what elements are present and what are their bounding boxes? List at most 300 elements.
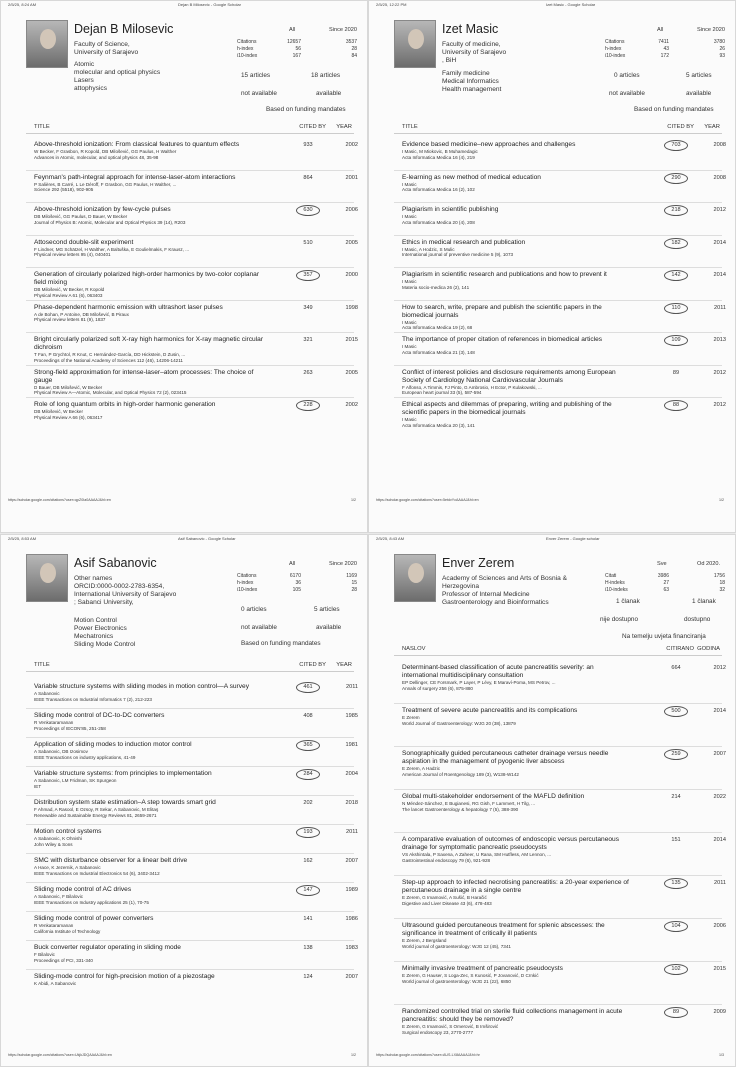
- article-venue: Proceedings of IECON'85, 251-258: [34, 725, 106, 731]
- article-title-link[interactable]: biomedical journals: [402, 311, 459, 319]
- print-title: Enver Zerem - Google scholar: [546, 536, 600, 541]
- interest-link[interactable]: molecular and optical physics: [74, 69, 161, 76]
- row-divider: [394, 332, 722, 333]
- print-page-number: 1/2: [351, 498, 356, 502]
- article-title-link[interactable]: Sliding mode control of DC-to-DC converters: [34, 712, 165, 719]
- row-divider: [26, 235, 354, 236]
- article-title-link[interactable]: Distribution system state estimation–A step towards smart grid: [34, 799, 216, 806]
- research-interests: [442, 70, 592, 94]
- interest-link[interactable]: Motion Control: [74, 617, 117, 624]
- mandate-articles-a[interactable]: 1 članak: [616, 598, 640, 605]
- interest-link[interactable]: attophysics: [74, 85, 107, 92]
- article-venue: California Institute of Technology: [34, 928, 101, 934]
- print-header: [376, 536, 728, 544]
- article-row: [402, 793, 726, 813]
- cited-by-count[interactable]: 664: [671, 665, 681, 671]
- stat-since: 1756: [713, 573, 725, 579]
- article-authors: W Becker, F Grasbon, R Kopold, DB Milošević, GG Paulus, H Walther: [34, 149, 177, 154]
- article-venue: Proceedings of the National Academy of Sciences 112 (46), 14206-14211: [34, 357, 183, 363]
- article-authors: I Masic: [402, 279, 417, 284]
- article-venue: Annals of surgery 256 (6), 875-880: [402, 685, 473, 691]
- stat-all: 63: [663, 587, 669, 593]
- cited-by-count[interactable]: 202: [303, 800, 313, 806]
- stats-col-since: Since 2020: [697, 27, 725, 33]
- affiliation-line[interactable]: Herzegovina: [442, 583, 480, 590]
- row-divider: [26, 824, 354, 825]
- cited-by-count[interactable]: 104: [664, 921, 688, 932]
- print-footer: [376, 1053, 728, 1061]
- article-authors: E Zerem, G Imamović, A Sušić, B Haračić: [402, 895, 487, 900]
- article-row: [34, 303, 358, 324]
- mandate-articles-b[interactable]: 5 articles: [686, 72, 712, 79]
- article-title-link[interactable]: Ethical aspects and dilemmas of preparing, writing and publishing of the: [402, 401, 612, 408]
- article-title-link[interactable]: pancreatitis: should they be removed?: [402, 1016, 514, 1023]
- article-row: [402, 238, 726, 259]
- article-venue: Physical review letters 81 (9), 1837: [34, 317, 106, 323]
- article-venue: Acta Informatica Medica 19 (2), 68: [402, 325, 473, 331]
- stat-all: 43: [663, 46, 669, 52]
- article-title-link[interactable]: Buck converter regulator operating in sliding mode: [34, 944, 181, 951]
- cited-by-count[interactable]: 290: [664, 173, 688, 184]
- article-title-link[interactable]: How to search, write, prepare and publish the scientific papers in the: [402, 303, 602, 311]
- article-row: [34, 206, 358, 226]
- article-row: [402, 173, 726, 194]
- article-title-link[interactable]: Variable structure systems with sliding modes in motion control—A survey: [34, 683, 249, 690]
- print-header: [8, 2, 360, 10]
- stat-label: i10-index: [237, 587, 258, 593]
- cited-by-count[interactable]: 365: [296, 740, 320, 751]
- row-divider: [26, 882, 354, 883]
- col-cited-by[interactable]: CITED BY: [667, 124, 694, 130]
- article-title-link[interactable]: Sonographically guided percutaneous catheter drainage versus needle: [402, 750, 609, 757]
- article-title-link[interactable]: international multidisciplinary consultation: [402, 672, 524, 679]
- cited-by-count[interactable]: 259: [664, 749, 688, 760]
- article-title-link[interactable]: Sliding-mode control for high-precision motion of a piezostage: [34, 973, 215, 980]
- row-divider: [394, 746, 722, 747]
- article-authors: I Masic, A Hodzic, S Mulic: [402, 246, 455, 252]
- article-year: 2004: [345, 771, 358, 777]
- article-title-link[interactable]: Sliding mode control of AC drives: [34, 886, 132, 893]
- stat-all: 7411: [658, 39, 669, 45]
- mandate-not-available: not available: [241, 90, 277, 97]
- cited-by-count[interactable]: 703: [664, 140, 688, 151]
- stat-all: 105: [292, 587, 301, 593]
- article-year: 2012: [713, 369, 726, 376]
- col-title[interactable]: TITLE: [34, 124, 50, 130]
- cited-by-count[interactable]: 284: [296, 769, 320, 780]
- print-header: [376, 2, 728, 10]
- article-year: 2015: [713, 966, 726, 972]
- mandate-articles-b[interactable]: 18 articles: [311, 72, 341, 79]
- print-page-number: 1/2: [351, 1053, 356, 1057]
- row-divider: [394, 961, 722, 962]
- row-divider: [394, 202, 722, 203]
- mandate-articles-a[interactable]: 0 articles: [614, 72, 640, 79]
- article-venue: Advances in Atomic, molecular, and optical physics 48, 35-98: [34, 154, 159, 160]
- row-divider: [394, 365, 722, 366]
- col-title[interactable]: TITLE: [402, 124, 418, 130]
- mandate-caption: Based on funding mandates: [241, 640, 321, 647]
- article-venue: American Journal of Roentgenology 189 (3), W138-W142: [402, 771, 519, 777]
- article-authors: DB Milošević, W Becker: [34, 409, 84, 414]
- article-title-link[interactable]: Determinant-based classification of acute pancreatitis severity: an: [402, 664, 594, 671]
- stat-label: Citations: [237, 573, 257, 579]
- article-venue: Acta Informatica Medica 21 (3), 148: [402, 349, 475, 355]
- cited-by-count[interactable]: 109: [664, 335, 688, 346]
- article-venue: World journal of gastroenterology: WJG 12 (45), 7341: [402, 943, 511, 949]
- mandate-articles-b[interactable]: 5 articles: [314, 606, 340, 613]
- article-row: [34, 238, 358, 259]
- article-venue: Physical Review A 61 (6), 063403: [34, 292, 103, 298]
- col-cited-by[interactable]: CITED BY: [299, 124, 326, 130]
- row-divider: [26, 737, 354, 738]
- cited-by-count[interactable]: 102: [664, 964, 688, 975]
- article-row: [34, 368, 358, 397]
- col-year[interactable]: YEAR: [336, 662, 352, 668]
- cited-by-count[interactable]: 461: [296, 682, 320, 693]
- article-title-link[interactable]: Randomized controlled trial on sterile fluid collections management in acute: [402, 1008, 623, 1015]
- articles-table-header: [26, 662, 354, 672]
- mandate-caption: Na temelju uvjeta financiranja: [622, 633, 706, 640]
- col-cited-by[interactable]: CITED BY: [299, 662, 326, 668]
- cited-by-count[interactable]: 349: [303, 304, 313, 311]
- articles-table-header: [26, 124, 354, 134]
- row-divider: [394, 918, 722, 919]
- interest-link[interactable]: Sliding Mode Control: [74, 641, 136, 648]
- article-row: [34, 712, 358, 732]
- cited-by-count[interactable]: 510: [303, 239, 313, 246]
- article-title-link[interactable]: Strong-field approximation for intense-laser–atom processes: The choice of: [34, 368, 254, 376]
- article-authors: F Lindner, MG Schätzel, H Walther, A Baltuška, E Goulielmakis, F Krausz, ...: [34, 246, 190, 252]
- row-divider: [394, 170, 722, 171]
- affiliation-line[interactable]: University of Sarajevo: [74, 49, 139, 56]
- article-title-link[interactable]: Bright circularly polarized soft X-ray high harmonics for X-ray magnetic circular: [34, 336, 264, 343]
- article-title-link[interactable]: scientific papers in the biomedical journals: [402, 409, 526, 416]
- stat-label: Citations: [605, 39, 625, 45]
- row-divider: [394, 789, 722, 790]
- article-year: 2005: [345, 369, 358, 376]
- article-authors: F Alfonso, A Timmis, FJ Pinto, G Ambrosio, H Ector, P Kulakowski, ...: [402, 384, 542, 390]
- affiliation-line: Professor of Internal Medicine: [442, 591, 530, 598]
- cited-by-count[interactable]: 89: [664, 1007, 688, 1018]
- cited-by-count[interactable]: 182: [664, 238, 688, 249]
- stat-label: H-indeks: [605, 580, 625, 586]
- article-year: 2012: [713, 207, 726, 213]
- stats-col-all: Sve: [657, 561, 667, 567]
- col-year[interactable]: YEAR: [336, 124, 352, 130]
- article-venue: Acta Informatica Medica 16 (2), 102: [402, 187, 475, 193]
- row-divider: [26, 940, 354, 941]
- cited-by-count[interactable]: 135: [664, 878, 688, 889]
- article-authors: A Sabanovic, K Ohnishi: [34, 836, 83, 841]
- affiliation-line: ORCID:0000-0002-2783-6354,: [74, 583, 165, 590]
- interest-link[interactable]: Mechatronics: [74, 633, 114, 640]
- stat-since: 3537: [345, 39, 357, 45]
- article-authors: A Sabanovic, DB Izosimov: [34, 749, 88, 754]
- mandate-caption: Based on funding mandates: [634, 106, 714, 113]
- cited-by-count[interactable]: 321: [303, 337, 313, 343]
- row-divider: [26, 300, 354, 301]
- article-row: [34, 770, 358, 790]
- article-title-link[interactable]: Attosecond double-slit experiment: [34, 238, 134, 246]
- article-title-link[interactable]: field mixing: [34, 279, 67, 286]
- article-year: 2011: [713, 880, 726, 886]
- stat-since: 26: [719, 46, 725, 52]
- article-authors: D Bauer, DB Milošević, W Becker: [34, 384, 103, 390]
- cited-by-count[interactable]: 89: [672, 369, 680, 376]
- article-title-link[interactable]: Plagiarism in scientific publishing: [402, 206, 499, 213]
- article-row: [402, 922, 726, 950]
- article-year: 2007: [713, 751, 726, 757]
- article-title-link[interactable]: Phase-dependent harmonic emission with ultrashort laser pulses: [34, 303, 223, 311]
- cited-by-count[interactable]: 218: [664, 205, 688, 216]
- article-title-link[interactable]: SMC with disturbance observer for a linear belt drive: [34, 857, 188, 864]
- mandate-not-available: not available: [241, 624, 277, 631]
- article-row: [34, 401, 358, 421]
- article-venue: Physical Review A—Atomic, Molecular, and Optical Physics 72 (2), 023415: [34, 390, 187, 396]
- other-names-link[interactable]: Other names: [74, 575, 113, 582]
- article-venue: World Journal of Gastroenterology: WJG 20 (38), 13879: [402, 720, 516, 726]
- article-title-link[interactable]: Ethics in medical research and publication: [402, 238, 526, 246]
- article-authors: T Fan, P Grychtol, R Knut, C Hernández-García, DD Hickstein, D Zusin, ...: [34, 352, 186, 357]
- mandate-not-available: not available: [609, 90, 645, 97]
- row-divider: [394, 875, 722, 876]
- mandate-articles-b[interactable]: 1 članak: [692, 598, 716, 605]
- cited-by-count[interactable]: 142: [664, 270, 688, 281]
- article-row: [402, 401, 726, 429]
- profile-name: Izet Masic: [442, 22, 499, 36]
- article-title-link[interactable]: Application of sliding modes to induction motor control: [34, 741, 192, 748]
- stats-col-all: All: [289, 27, 296, 33]
- article-venue: Digestive and Liver Disease 43 (6), 478-483: [402, 900, 492, 906]
- article-row: [34, 336, 358, 364]
- print-page-number: 1/2: [719, 498, 724, 502]
- print-title: Dejan B Milosevic - Google Scholar: [178, 2, 241, 7]
- profile-header: [394, 14, 724, 114]
- print-footer: [8, 498, 360, 506]
- article-title-link[interactable]: The importance of proper citation of references in biomedical articles: [402, 336, 603, 343]
- article-authors: VS Akshintala, P Saxena, A Zaheer, U Rana, SM Hutfless, AM Lennon, ...: [402, 852, 552, 857]
- cited-by-count[interactable]: 138: [303, 945, 313, 951]
- print-timestamp: 2/5/25, 8:43 AM: [376, 536, 405, 541]
- col-title[interactable]: NASLOV: [402, 646, 426, 652]
- scholar-page-milosevic: [0, 0, 368, 533]
- article-title-link[interactable]: Society of Cardiology National Cardiovascular Journals: [402, 376, 563, 384]
- article-venue: IEEE Transactions on Industrial Electronics 54 (6), 3402-3412: [34, 870, 160, 876]
- article-title-link[interactable]: E-learning as new method of medical education: [402, 173, 541, 181]
- article-row: [34, 799, 358, 819]
- article-row: [402, 336, 726, 356]
- row-divider: [26, 267, 354, 268]
- article-year: 2011: [345, 829, 358, 835]
- mandate-caption: Based on funding mandates: [266, 106, 346, 113]
- article-year: 2008: [713, 142, 726, 148]
- article-year: 2002: [345, 142, 358, 148]
- cited-by-count[interactable]: 124: [303, 974, 313, 980]
- stat-label: Citati: [605, 573, 617, 579]
- row-divider: [394, 397, 722, 398]
- affiliation-line: Gastroenterology and Bioinformatics: [442, 599, 549, 606]
- print-url: https://scholar.google.com/citations?user=UkjkJDQAAAAJ&hl=en: [8, 1053, 112, 1057]
- article-authors: EP Dellinger, CE Forsmark, P Layer, P Lévy, E Maraví-Poma, MS Petrov, ...: [402, 680, 556, 685]
- cited-by-count[interactable]: 193: [296, 827, 320, 838]
- cited-by-count[interactable]: 162: [303, 858, 313, 864]
- article-year: 2011: [345, 684, 358, 690]
- cited-by-count[interactable]: 630: [296, 205, 320, 216]
- article-authors: E Zerem, A Hadzic: [402, 766, 441, 771]
- cited-by-count[interactable]: 88: [664, 400, 688, 411]
- article-title-link[interactable]: Feynman's path-integral approach for intense-laser-atom interactions: [34, 173, 236, 181]
- cited-by-count[interactable]: 214: [671, 794, 681, 800]
- affiliation-line: Faculty of Science,: [74, 41, 130, 48]
- research-interests: [74, 617, 224, 649]
- stats-col-all: All: [657, 27, 664, 33]
- cited-by-count[interactable]: 500: [664, 706, 688, 717]
- row-divider: [26, 332, 354, 333]
- col-title[interactable]: TITLE: [34, 662, 50, 668]
- col-cited-by[interactable]: CITIRANO: [666, 646, 694, 652]
- article-title-link[interactable]: Step-up approach to infected necrotising pancreatitis: a 20-year experience of: [402, 879, 629, 886]
- stats-col-all: All: [289, 561, 296, 567]
- stat-since: 15: [351, 580, 357, 586]
- article-row: [402, 271, 726, 291]
- article-row: [34, 915, 358, 935]
- cited-by-count[interactable]: 357: [296, 270, 320, 281]
- article-row: [34, 173, 358, 194]
- article-year: 2007: [345, 858, 358, 864]
- article-authors: E Zerem, G Hauser, S Loga-Zec, S Kunosić, P Jovanović, D Crnkić: [402, 973, 539, 978]
- article-authors: E Zerem, J Bergsland: [402, 938, 447, 943]
- article-title-link[interactable]: Above-threshold ionization: From classical features to quantum effects: [34, 141, 240, 148]
- article-title-link[interactable]: Role of long quantum orbits in high-order harmonic generation: [34, 401, 216, 408]
- article-year: 2007: [345, 974, 358, 980]
- cited-by-count[interactable]: 408: [303, 713, 313, 719]
- row-divider: [394, 703, 722, 704]
- stat-all: 36: [295, 580, 301, 586]
- stat-since: 1169: [346, 573, 357, 579]
- cited-by-count[interactable]: 263: [303, 369, 313, 376]
- article-title-link[interactable]: aspiration in the management of pyogenic liver abscess: [402, 758, 565, 765]
- stat-all: 27: [663, 580, 669, 586]
- article-title-link[interactable]: Conflict of interest policies and disclosure requirements among European: [402, 368, 616, 376]
- article-venue: Surgical endoscopy 23, 2770-2777: [402, 1029, 473, 1035]
- print-url: https://scholar.google.com/citations?user=qpZ0Ia0AAAAJ&hl=en: [8, 498, 111, 502]
- article-title-link[interactable]: A comparative evaluation of outcomes of endoscopic versus percutaneous: [402, 836, 619, 843]
- article-row: [402, 707, 726, 727]
- article-title-link[interactable]: significance in treatment of critically ill patients: [402, 930, 537, 937]
- article-title-link[interactable]: Ultrasound guided percutaneous treatment for splenic abscesses: the: [402, 922, 605, 929]
- interest-link[interactable]: Atomic: [74, 61, 95, 68]
- cited-by-count[interactable]: 147: [296, 885, 320, 896]
- article-year: 2008: [713, 174, 726, 181]
- mandate-articles-a[interactable]: 15 articles: [241, 72, 271, 79]
- article-title-link[interactable]: Above-threshold ionization by few-cycle pulses: [34, 206, 171, 213]
- article-title-link[interactable]: gauge: [34, 376, 53, 384]
- affiliation-line[interactable]: International University of Sarajevo: [74, 591, 177, 598]
- affiliation: [442, 41, 592, 65]
- row-divider: [26, 853, 354, 854]
- cited-by-count[interactable]: 933: [303, 142, 313, 148]
- col-year[interactable]: GODINA: [697, 646, 720, 652]
- article-title-link[interactable]: Plagiarism in scientific research and publications and how to prevent it: [402, 271, 607, 278]
- profile-photo: [394, 554, 436, 602]
- interest-link[interactable]: Family medicine: [442, 70, 490, 77]
- article-row: [34, 886, 358, 906]
- col-year[interactable]: YEAR: [704, 124, 720, 130]
- affiliation-line[interactable]: Academy of Sciences and Arts of Bosnia &: [442, 575, 567, 582]
- cited-by-count[interactable]: 110: [664, 303, 688, 314]
- article-title-link[interactable]: dichroism: [34, 344, 63, 351]
- article-authors: F Ahmad, A Rasool, E Ozsoy, R Sekar, A Sabanovic, M Elitaş: [34, 807, 159, 812]
- interest-link[interactable]: Health management: [442, 86, 502, 93]
- row-divider: [26, 708, 354, 709]
- article-year: 2014: [713, 272, 726, 278]
- article-title-link[interactable]: Evidence based medicine–new approaches and challenges: [402, 141, 576, 148]
- affiliation: [442, 575, 602, 607]
- stat-since: 32: [719, 587, 725, 593]
- row-divider: [26, 170, 354, 171]
- print-title: Asif Sabanovic - Google Scholar: [178, 536, 236, 541]
- article-authors: P Salières, B Carré, L Le Déroff, F Grasbon, GG Paulus, H Walther, ...: [34, 181, 177, 187]
- article-year: 2012: [713, 665, 726, 671]
- article-year: 2013: [713, 337, 726, 343]
- article-authors: DB Milošević, GG Paulus, D Bauer, W Becker: [34, 214, 128, 219]
- mandate-available: available: [316, 90, 342, 97]
- stats-col-since: Od 2020.: [697, 561, 721, 567]
- article-year: 2012: [713, 402, 726, 408]
- article-title-link[interactable]: drainage for symptomatic pancreatic pseudocysts: [402, 844, 547, 851]
- article-venue: IEEE Transactions on Industrial Informatics 7 (2), 212-223: [34, 696, 152, 702]
- article-venue: Proceedings of PCI, 331-340: [34, 957, 93, 963]
- stat-all: 3986: [657, 573, 669, 579]
- cited-by-count[interactable]: 151: [671, 837, 681, 843]
- mandate-available: available: [686, 90, 712, 97]
- article-title-link[interactable]: Minimally invasive treatment of pancreatic pseudocysts: [402, 965, 563, 972]
- article-title-link[interactable]: Variable structure systems: from principles to implementation: [34, 770, 212, 777]
- interest-link[interactable]: Medical Informatics: [442, 78, 499, 85]
- article-title-link[interactable]: Sliding mode control of power converters: [34, 915, 154, 922]
- article-title-link[interactable]: Treatment of severe acute pancreatitis and its complications: [402, 707, 578, 714]
- row-divider: [394, 832, 722, 833]
- articles-table-header: [394, 646, 722, 656]
- article-authors: E Zerem, G Imamović, S Omerović, B Imširović: [402, 1024, 499, 1029]
- cited-by-count[interactable]: 141: [303, 916, 313, 922]
- article-venue: Acta Informatica Medica 20 (4), 208: [402, 219, 475, 225]
- row-divider: [26, 365, 354, 366]
- mandate-articles-a[interactable]: 0 articles: [241, 606, 267, 613]
- affiliation-line: , BiH: [442, 57, 457, 64]
- article-authors: I Masic: [402, 417, 417, 422]
- interest-link[interactable]: Lasers: [74, 77, 94, 84]
- affiliation-line[interactable]: University of Sarajevo: [442, 49, 507, 56]
- article-venue: IET: [34, 783, 42, 789]
- article-title-link[interactable]: Motion control systems: [34, 828, 102, 835]
- article-title-link[interactable]: Generation of circularly polarized high-order harmonics by two-color coplanar: [34, 271, 260, 278]
- article-year: 2015: [345, 337, 358, 343]
- cited-by-count[interactable]: 228: [296, 400, 320, 411]
- profile-header: [394, 548, 724, 648]
- article-title-link[interactable]: Global multi-stakeholder endorsement of the MAFLD definition: [402, 793, 585, 800]
- interest-link[interactable]: Power Electronics: [74, 625, 127, 632]
- research-interests: [74, 61, 224, 93]
- cited-by-count[interactable]: 864: [303, 174, 313, 181]
- article-title-link[interactable]: percutaneous drainage in a single centre: [402, 887, 522, 894]
- article-row: [34, 973, 358, 987]
- row-divider: [394, 267, 722, 268]
- article-year: 2014: [713, 708, 726, 714]
- article-venue: Acta Informatica Medica 16 (4), 219: [402, 154, 475, 160]
- article-authors: I Masic: [402, 319, 417, 325]
